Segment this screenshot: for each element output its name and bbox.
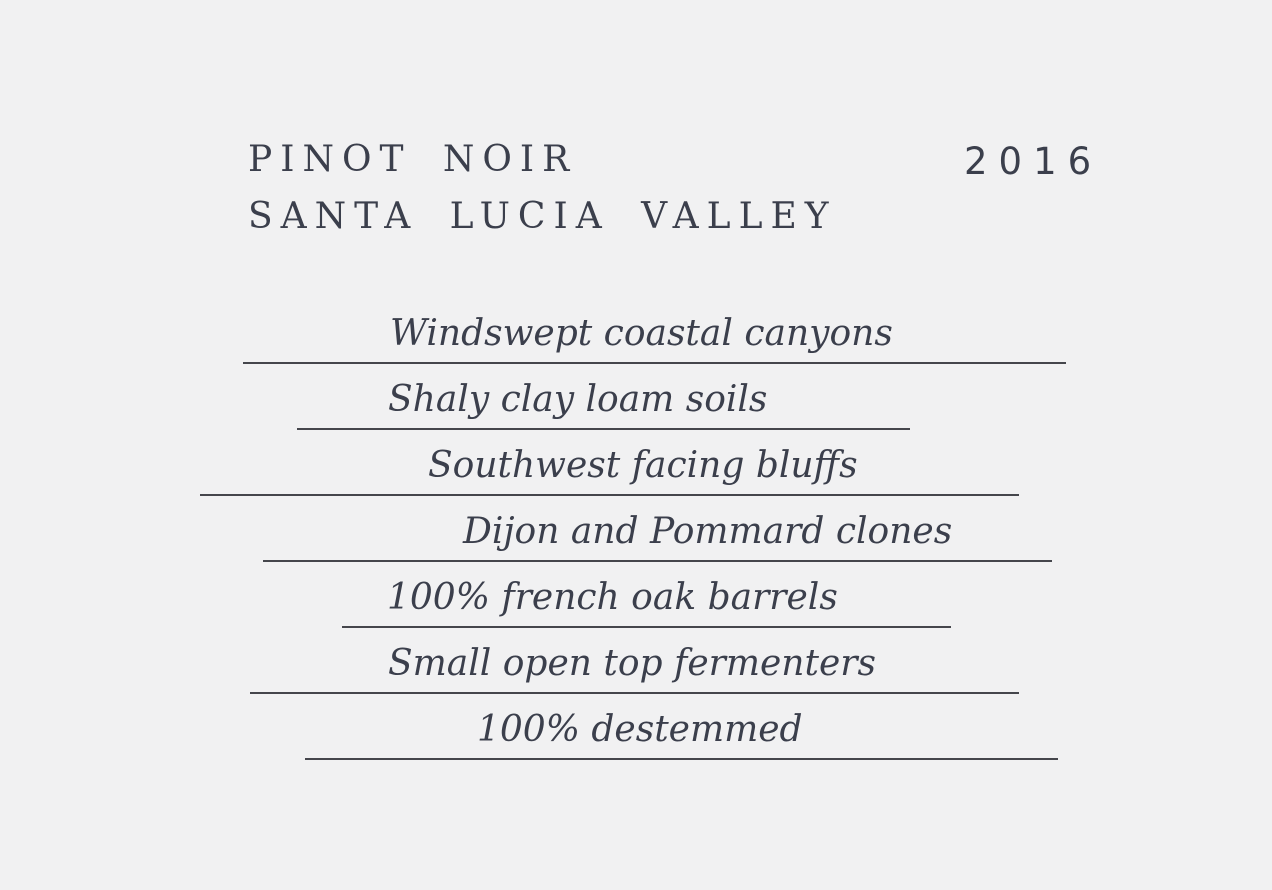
note-text: Windswept coastal canyons xyxy=(390,313,893,354)
note-row-destemmed xyxy=(0,709,1272,775)
wine-name-line1: PINOT NOIR xyxy=(248,139,578,180)
vintage-year: 2016 xyxy=(964,140,1103,183)
note-underline xyxy=(342,626,951,628)
note-text: Dijon and Pommard clones xyxy=(463,511,953,552)
note-text: 100% destemmed xyxy=(477,709,803,750)
note-row-windswept-coastal-canyons xyxy=(0,313,1272,379)
note-row-shaly-clay-loam-soils xyxy=(0,379,1272,445)
note-underline xyxy=(305,758,1058,760)
note-underline xyxy=(263,560,1052,562)
note-text: Small open top fermenters xyxy=(388,643,876,684)
note-row-southwest-facing-bluffs xyxy=(0,445,1272,511)
note-row-dijon-and-pommard-clones xyxy=(0,511,1272,577)
note-text: Southwest facing bluffs xyxy=(428,445,858,486)
note-underline xyxy=(297,428,910,430)
note-row-small-open-top-fermenters xyxy=(0,643,1272,709)
note-text: Shaly clay loam soils xyxy=(388,379,768,420)
note-text: 100% french oak barrels xyxy=(387,577,838,618)
note-row-french-oak-barrels xyxy=(0,577,1272,643)
note-underline xyxy=(243,362,1066,364)
wine-name-line2: SANTA LUCIA VALLEY xyxy=(248,196,837,237)
note-underline xyxy=(200,494,1019,496)
note-underline xyxy=(250,692,1019,694)
